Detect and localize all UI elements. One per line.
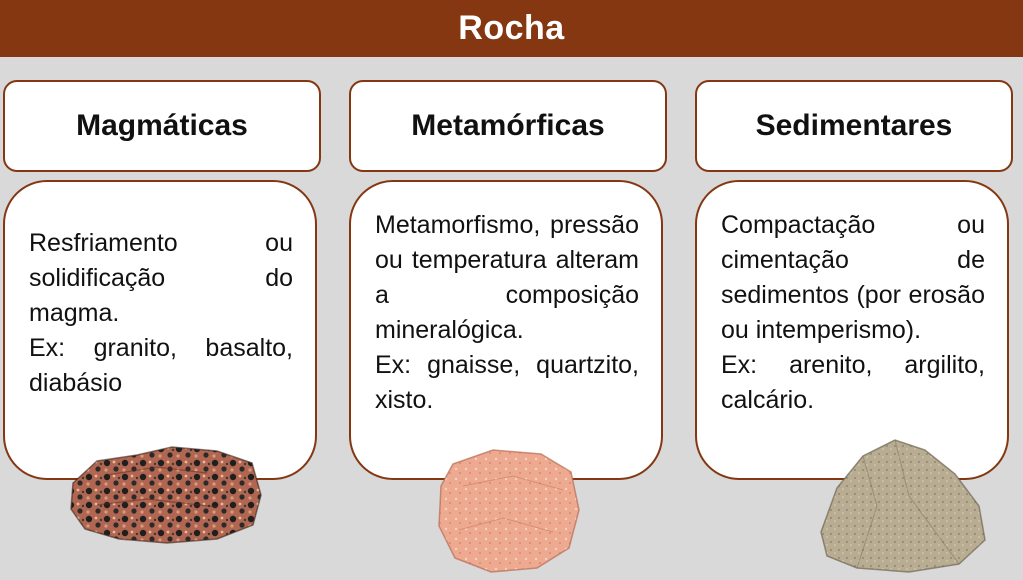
category-description — [375, 208, 639, 418]
column-sedimentares — [695, 80, 1013, 580]
diagram-title: Rocha — [458, 9, 565, 47]
category-description-box — [3, 180, 317, 480]
category-title: Magmáticas — [76, 109, 248, 142]
formation-text: Compactação ou cimentação de sedimentos (por erosão ou intemperismo). — [721, 211, 985, 344]
category-title: Metamórficas — [411, 109, 605, 142]
quartzite-rock-icon — [433, 446, 583, 574]
examples-text: Ex: granito, basalto, diabásio — [29, 334, 293, 397]
title-banner — [0, 0, 1023, 57]
sandstone-rock-icon — [813, 436, 993, 576]
category-header-box — [349, 80, 667, 172]
column-magmaticas — [3, 80, 321, 580]
examples-text: Ex: arenito, argilito, calcário. — [721, 351, 985, 414]
category-description-box — [349, 180, 663, 480]
formation-text: Resfriamento ou solidificação do magma. — [29, 229, 293, 327]
category-description-box — [695, 180, 1009, 480]
category-description — [29, 226, 293, 401]
category-header-box — [695, 80, 1013, 172]
category-description — [721, 208, 985, 418]
formation-text: Metamorfismo, pressão ou temperatura alteram a composição mineralógica. — [375, 211, 639, 344]
column-metamorficas — [349, 80, 667, 580]
examples-text: Ex: gnaisse, quartzito, xisto. — [375, 351, 639, 414]
category-title: Sedimentares — [755, 109, 953, 142]
granite-rock-icon — [67, 445, 267, 545]
category-header-box — [3, 80, 321, 172]
